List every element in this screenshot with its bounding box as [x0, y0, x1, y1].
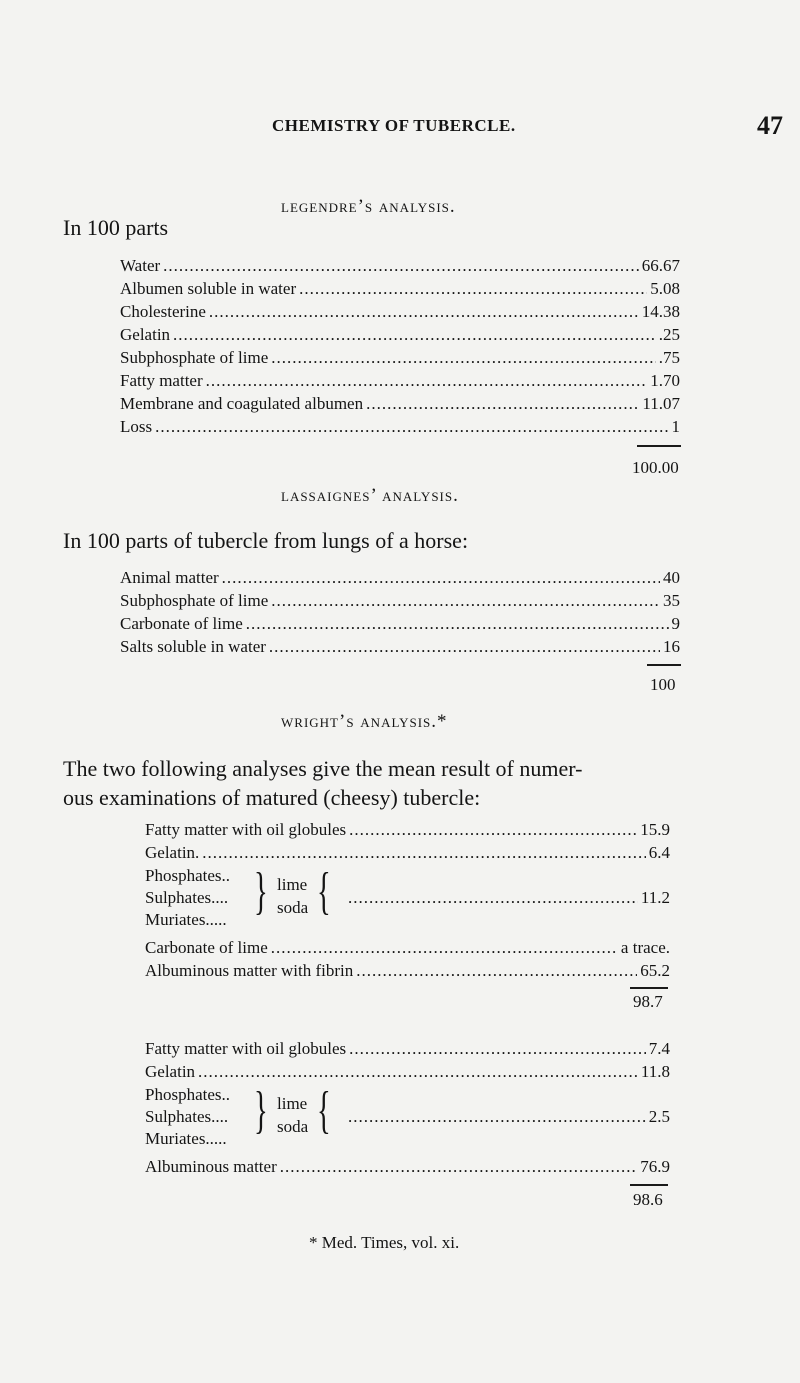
legendre-heading: legendre’s analysis.: [281, 196, 456, 217]
salts-brace-group: [145, 1082, 670, 1157]
open-brace-icon: {: [317, 1082, 331, 1139]
table-row: ..... 11.2: [345, 888, 670, 910]
brace-mid-top: lime: [277, 875, 308, 894]
footnote: * Med. Times, vol. xi.: [309, 1233, 460, 1252]
sum-rule: [637, 445, 681, 447]
lassaignes-total: 100: [650, 675, 676, 694]
lassaignes-heading: lassaignes’ analysis.: [281, 485, 459, 506]
table-row: Fatty matter with oil globules ..... 15.9: [145, 820, 670, 842]
sum-rule: [647, 664, 681, 666]
salts-brace-group: [145, 863, 670, 938]
table-row: Albuminous matter with fibrin ..... 65.2: [145, 961, 670, 983]
analysis1-total: 98.7: [633, 992, 663, 1011]
brace-item: Muriates.....: [145, 910, 227, 929]
table-row: Loss ..... 1: [120, 417, 680, 439]
table-row: Carbonate of lime ..... a trace.: [145, 938, 670, 960]
table-row: Fatty matter ..... 1.70: [120, 371, 680, 393]
page-number: 47: [757, 111, 783, 140]
table-row: Salts soluble in water ..... 16: [120, 637, 680, 659]
table-row: Gelatin ..... .25: [120, 325, 680, 347]
table-row: Cholesterine ..... 14.38: [120, 302, 680, 324]
brace-item: Muriates.....: [145, 1129, 227, 1148]
legendre-total: 100.00: [632, 458, 679, 477]
table-row: Albuminous matter ..... 76.9: [145, 1157, 670, 1179]
sum-rule: [630, 987, 668, 989]
brace-mid-top: lime: [277, 1094, 308, 1113]
table-row: Subphosphate of lime ..... .75: [120, 348, 680, 370]
wright-lead-line1: The two following analyses give the mean result of numer-: [63, 756, 583, 781]
brace-mid-bottom: soda: [277, 1117, 309, 1136]
open-brace-icon: {: [317, 863, 331, 920]
table-row: ..... 2.5: [345, 1107, 670, 1129]
brace-item: Phosphates..: [145, 866, 230, 885]
brace-mid-bottom: soda: [277, 898, 309, 917]
brace-item: Sulphates....: [145, 888, 229, 907]
table-row: Gelatin ..... 11.8: [145, 1062, 670, 1084]
brace-item: Sulphates....: [145, 1107, 229, 1126]
legendre-lead: In 100 parts: [63, 215, 169, 240]
close-brace-icon: }: [254, 1082, 268, 1139]
table-row: Gelatin. ..... 6.4: [145, 843, 670, 865]
table-row: Carbonate of lime ..... 9: [120, 614, 680, 636]
wright-lead-line2: ous examinations of matured (cheesy) tubercle:: [63, 785, 481, 810]
table-row: Membrane and coagulated albumen ..... 11.07: [120, 394, 680, 416]
table-row: Water ..... 66.67: [120, 256, 680, 278]
running-title: CHEMISTRY OF TUBERCLE.: [272, 116, 516, 135]
sum-rule: [630, 1184, 668, 1186]
table-row: Subphosphate of lime ..... 35: [120, 591, 680, 613]
table-row: Animal matter ..... 40: [120, 568, 680, 590]
table-row: Albumen soluble in water ..... 5.08: [120, 279, 680, 301]
running-header: [0, 111, 800, 146]
wright-heading: wright’s analysis.*: [281, 711, 448, 732]
close-brace-icon: }: [254, 863, 268, 920]
table-row: Fatty matter with oil globules ..... 7.4: [145, 1039, 670, 1061]
brace-item: Phosphates..: [145, 1085, 230, 1104]
analysis2-total: 98.6: [633, 1190, 663, 1209]
lassaignes-lead: In 100 parts of tubercle from lungs of a horse:: [63, 528, 469, 553]
